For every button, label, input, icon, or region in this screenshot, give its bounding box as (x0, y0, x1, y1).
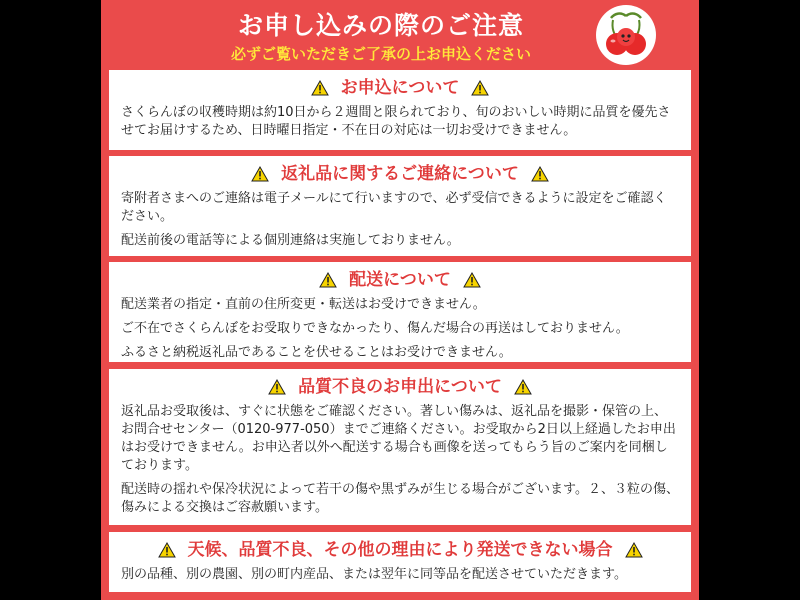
section-delivery (109, 262, 691, 362)
section-application (109, 70, 691, 150)
warning-triangle-icon (625, 542, 643, 558)
warning-triangle-icon (158, 542, 176, 558)
section-quality-claim (109, 369, 691, 525)
section-paragraph: 別の品種、別の農園、別の町内産品、または翌年に同等品を配送させていただきます。 (121, 567, 627, 582)
section-title (121, 375, 679, 399)
section-title-text: 返礼品に関するご連絡について (281, 164, 519, 184)
section-title (121, 268, 679, 292)
warning-triangle-icon (268, 379, 286, 395)
section-title (121, 162, 679, 186)
section-title-text: お申込について (340, 78, 460, 98)
section-paragraph: 配送時の揺れや保冷状況によって若干の傷や黒ずみが生じる場合がございます。２、３粒の傷、傷みによる交換はご容赦願います。 (121, 482, 679, 515)
section-title (121, 76, 679, 100)
section-paragraph: 配送前後の電話等による個別連絡は実施しておりません。 (121, 233, 460, 248)
section-title-text: 品質不良のお申出について (298, 377, 502, 397)
section-paragraph: 返礼品お受取後は、すぐに状態をご確認ください。著しい傷みは、返礼品を撮影・保管の上、お問合せセンター（0120-977-050）までご連絡ください。お受取から2日以上経過したお申出はお受けできません。お申込者以外へ配送する場合も画像を送ってもらう旨のご案内を同梱しております。 (121, 404, 676, 473)
section-title-text: 天候、品質不良、その他の理由により発送できない場合 (187, 540, 613, 560)
warning-triangle-icon (531, 166, 549, 182)
section-paragraph: 寄附者さまへのご連絡は電子メールにて行いますので、必ず受信できるように設定をご確認ください。 (121, 191, 667, 224)
page-title: お申し込みの際のご注意 (237, 11, 524, 40)
section-contact (109, 156, 691, 256)
warning-triangle-icon (471, 80, 489, 96)
section-undeliverable (109, 532, 691, 592)
notice-panel (101, 0, 699, 600)
section-title (121, 538, 679, 562)
warning-triangle-icon (319, 272, 337, 288)
section-paragraph: ご不在でさくらんぼをお受取りできなかったり、傷んだ場合の再送はしておりません。 (121, 321, 629, 336)
warning-triangle-icon (251, 166, 269, 182)
header (101, 0, 699, 70)
section-paragraph: さくらんぼの収穫時期は約10日から２週間と限られており、旬のおいしい時期に品質を優先させてお届けするため、日時曜日指定・不在日の対応は一切お受けできません。 (121, 105, 671, 138)
section-paragraph: ふるさと納税返礼品であることを伏せることはお受けできません。 (121, 345, 512, 360)
page-subtitle: 必ずご覧いただきご了承の上お申込ください (230, 45, 531, 63)
warning-triangle-icon (514, 379, 532, 395)
section-title-text: 配送について (349, 270, 451, 290)
section-paragraph: 配送業者の指定・直前の住所変更・転送はお受けできません。 (121, 297, 486, 312)
warning-triangle-icon (463, 272, 481, 288)
cherry-mascot-icon (595, 4, 657, 66)
warning-triangle-icon (311, 80, 329, 96)
